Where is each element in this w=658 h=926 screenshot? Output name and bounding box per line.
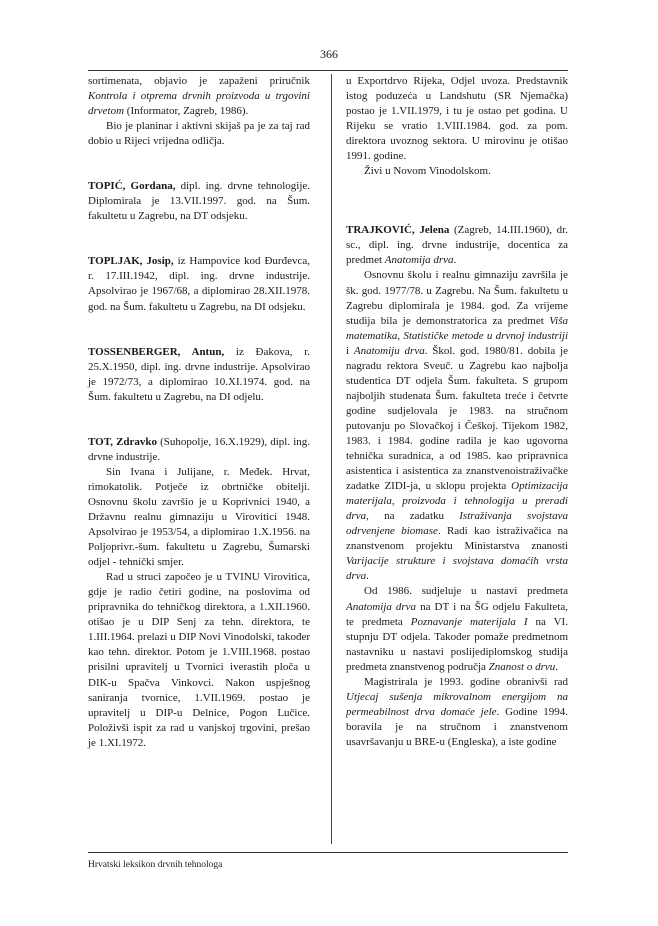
entry-paragraph <box>346 584 568 674</box>
subject-title: Anatomija drva <box>346 600 417 613</box>
page-number: 366 <box>320 47 338 61</box>
headword: TRAJKOVIĆ, Jelena <box>346 224 450 237</box>
text-segment: , na zadatku <box>366 510 460 523</box>
text-segment: Od 1986. sudjeluje u nastavi predmeta <box>364 585 568 598</box>
text-segment: sortimenata, objavio je zapaženi priručnik <box>88 75 310 87</box>
entry-text: (Suhopolje, 16.X.1929), dipl. ing. drvne industrije. <box>88 435 310 463</box>
text-segment: (Informator, Zagreb, 1986). <box>124 105 249 118</box>
entry-trajkovic <box>346 223 568 268</box>
entry-text: iz Đakova, r. 25.X.1950, dipl. ing. drvne industrije. Apsolvirao je 1972/73, a diplomirao 10.XI.1974. god. na Šum. fakultetu u Zagrebu, na DI odjelu. <box>88 345 310 403</box>
footer-text: Hrvatski leksikon drvnih tehnologa <box>88 860 223 870</box>
entry-tot <box>88 435 310 465</box>
entry-paragraph: Rad u struci započeo je u TVINU Virovitica, gdje je radio četiri godine, na poslovima od pripravnika do tehničkog direktora, a 1.XII.1960. otišao je u DIP Senj za tehn. direktora, te 1.III.1964. prelazi u DIP Novi Vinodolski, također kao tehn. direktor. Potom je 1.VIII.1968. postao prisilni upravitelj u Tvornici iverastih ploča u DIK-u Spačva Vinkovci. Nakon uspješnog saniranja tvornice, 1.VII.1969. postao je upravitelj u DIP-u Delnice, Pogon Lučice. Položivši ispit za rad u vanjskoj trgovini, prešao je 1.XI.1972. <box>88 571 310 749</box>
text-segment: . Radi kao istraživačica na znanstvenom projektu Ministarstva znanosti <box>346 525 568 553</box>
continued-paragraph <box>88 74 310 119</box>
entry-text: (Zagreb, 14.III.1960), dr. sc., dipl. ing. drvne industrije, docentica za predmet <box>346 224 568 267</box>
headword: TOPIĆ, Gordana, <box>88 180 176 193</box>
continued-paragraph-2: Živi u Novom Vinodolskom. <box>364 165 491 178</box>
footer-rule <box>88 852 568 853</box>
headword: TOPLJAK, Josip, <box>88 255 174 268</box>
column-divider <box>331 74 332 844</box>
entry-tossenberger <box>88 345 310 405</box>
entry-paragraph: Sin Ivana i Julijane, r. Međek. Hrvat, rimokatolik. Potječe iz obrtničke obitelji. Osnovnu školu završio je u Koprivnici 1940, a Državnu realnu gimnaziju u Virovitici 1948. Apsolvirao je 1953/54, a diplomirao 1.X.1956. na Poljoprivr.-šum. fakultetu u Zagrebu, Šumarski odjel - tehnički smjer. <box>88 465 310 569</box>
subject-title: Anatomiju drva <box>353 344 425 357</box>
text-segment: Osnovnu školu i realnu gimnaziju završila je šk. god. 1977/78. u Zagrebu. Na Šum. fakultetu u Zagrebu diplomirala je 1984. god. Za vrijeme studija bila je demonstratorica za predmet <box>346 269 568 327</box>
continued-paragraph: u Exportdrvo Rijeka, Odjel uvoza. Predstavnik istog poduzeća u Landshutu (SR Njemačka) postao je 1.VII.1979, i tu je ostao pet godina. U Rijeku se vratio 1.VIII.1984. god. za pom. direktora uvoznog sektora. U mirovinu je otišao 1991. godine. <box>346 75 568 163</box>
headword: TOSSENBERGER, Antun, <box>88 345 225 358</box>
entry-text: iz Hampovice kod Đurđevca, r. 17.III.1942, dipl. ing. drvne industrije. Apsolvirao je 1967/68, a diplomirao 28.XII.1978. god. na Šum. fakultetu u Zagrebu, na DI odsjeku. <box>88 255 310 313</box>
project-title: Istraživanja svojstava odrvenjene biomase <box>346 510 568 538</box>
subject-title: Znanost o drvu <box>488 660 556 673</box>
text-segment: . Godine 1994. boravila je na stručnom i znanstvenom usavršavanju u BRE-u (Engleska), a iste godine <box>346 705 568 748</box>
subject-title: Poznavanje materijala I <box>410 615 528 628</box>
entry-text: dipl. ing. drvne tehnologije. Diplomirala je 13.VII.1997. god. na Šum. fakultetu u Zagrebu, na DT odsjeku. <box>88 180 311 223</box>
thesis-title: Utjecaj sušenja mikrovalnom energijom na permeabilnost drva domaće jele <box>346 690 568 718</box>
entry-topic <box>88 179 310 224</box>
project-title: Optimizacija materijala, proizvoda i tehnologija u preradi drva <box>346 480 568 523</box>
subject-title: Anatomija drva <box>384 254 454 267</box>
headword: TOT, Zdravko <box>88 435 158 448</box>
entry-topljak <box>88 254 310 314</box>
text-segment: . Škol. god. 1980/81. dobila je nagradu rektora Sveuč. u Zagrebu kao najbolja studentica DT odjela Šum. fakulteta. S grupom najboljih studenata Šum. fakulteta treće i četvrte godine sudjelovala je 1983. na stručnom putovanju po Slovačkoj i Češkoj. Tijekom 1982, 1983. i 1984. godine radila je kao ugovorna tehnička suradnica, a od 1985. kao pripravnica asistentica i asistentica za znanstvenoistraživačke zadatke ZIDI-ja, u sklopu projekta <box>346 344 569 493</box>
text-segment: , <box>397 329 404 342</box>
text-segment: Magistrirala je 1993. godine obranivši rad <box>364 675 568 688</box>
entry-paragraph <box>346 675 568 750</box>
text-segment: i <box>346 344 354 357</box>
book-title: Kontrola i otprema drvnih proizvoda u trgovini drvetom <box>88 90 310 118</box>
text-segment: na VI. stupnju DT odjela. Također pomaže predmetnom nastavniku u nastavi poslijediplomskog studija predmeta znanstvenog područja <box>346 615 568 673</box>
left-column <box>88 74 310 751</box>
right-column <box>346 74 568 750</box>
header-rule <box>88 70 568 71</box>
text-segment: na DT i na ŠG odjelu Fakulteta, te predmeta <box>346 600 568 628</box>
text-segment: . <box>366 570 369 583</box>
subject-title: Viša matematika <box>346 314 568 342</box>
project-title: Varijacije strukture i svojstava domaćih vrsta drva <box>346 555 568 583</box>
continued-paragraph-2: Bio je planinar i aktivni skijaš pa je za taj rad dobio u Rijeci vrijedna odličja. <box>88 120 310 148</box>
subject-title: Statističke metode u drvnoj industriji <box>403 329 568 342</box>
entry-paragraph <box>346 268 568 584</box>
text-segment: . <box>555 660 559 673</box>
text-segment: . <box>453 254 457 267</box>
